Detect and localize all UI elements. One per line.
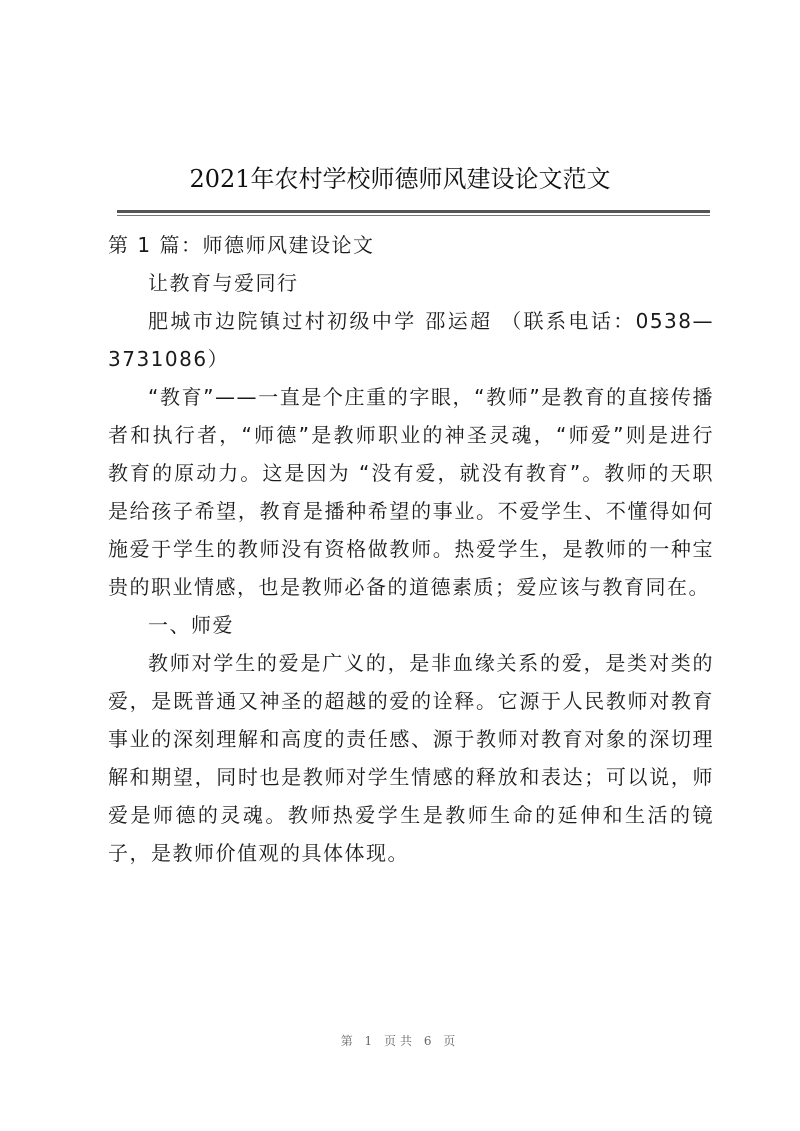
paragraph: “教育”——一直是个庄重的字眼，“教师”是教育的直接传播者和执行者，“师德”是教师职业的神圣灵魂，“师爱”则是进行教育的原动力。这是因为 “没有爱，就没有教育”。教师的天职是给孩子希望，教育是播种希望的事业。不爱学生、不懂得如何施爱于学生的教师没有资格做教师。热爱学生，是教师的一种宝贵的职业情感，也是教师必备的道德素质；爱应该与教育同在。: [108, 385, 714, 599]
title-rule-thick: [117, 210, 710, 213]
title-rule-thin: [117, 215, 710, 216]
paragraph: 教师对学生的爱是广义的，是非血缘关系的爱，是类对类的爱，是既普通又神圣的超越的爱的诠释。它源于人民教师对教育事业的深刻理解和高度的责任感、源于教师对教育对象的深切理解和期望，同时也是教师对学生情感的释放和表达；可以说，师爱是师德的灵魂。教师热爱学生是教师生命的延伸和生活的镜子，是教师价值观的具体体现。: [108, 651, 714, 865]
section-heading: 一、师爱: [148, 613, 234, 637]
article-subtitle: 让教育与爱同行: [148, 271, 299, 295]
document-body: [108, 226, 714, 872]
author-line: 肥城市边院镇过村初级中学 邵运超 （联系电话：0538—3731086）: [108, 309, 714, 371]
section-label: 第 1 篇：师德师风建设论文: [108, 233, 375, 257]
page-footer: 第 1 页共 6 页: [340, 1034, 460, 1048]
document-title: 2021年农村学校师德师风建设论文范文: [189, 165, 611, 193]
